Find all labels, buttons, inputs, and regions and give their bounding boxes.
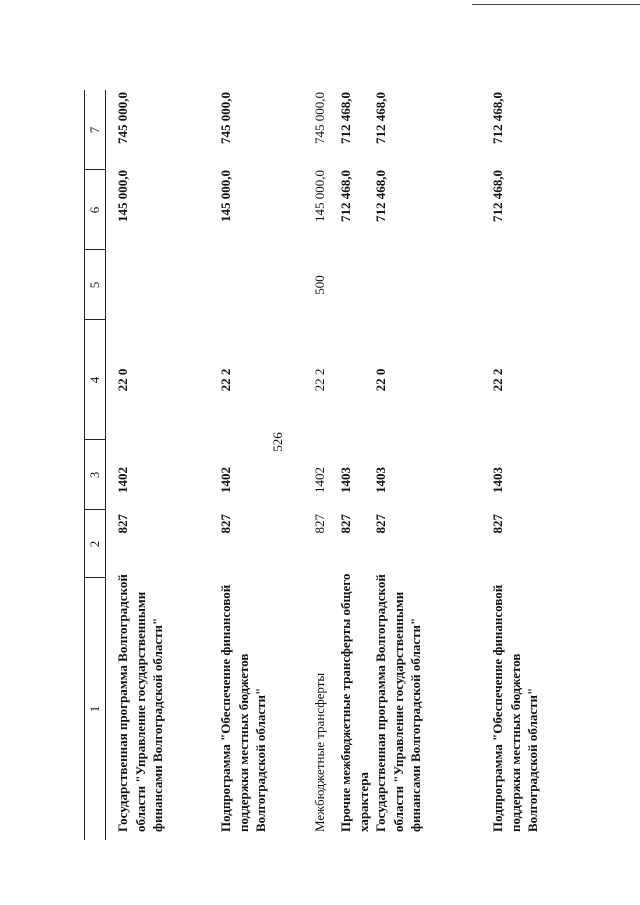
row-col-2: 827 bbox=[312, 514, 327, 534]
row-col-7: 712 468,0 bbox=[490, 92, 505, 144]
header-col-1: 1 bbox=[87, 705, 102, 713]
row-name: Государственная программа Волгоградской области "Управление государственными финансами Волгоградской области" bbox=[373, 574, 423, 832]
row-name: Подпрограмма "Обеспечение финансовой поддержки местных бюджетов Волгоградской области" bbox=[490, 584, 540, 832]
row-col-3: 1402 bbox=[218, 467, 233, 493]
row-col-2: 827 bbox=[373, 514, 388, 534]
top-rule bbox=[472, 4, 640, 5]
row-col-3: 1402 bbox=[312, 467, 327, 493]
row-name: Государственная программа Волгоградской области "Управление государственными финансами Волгоградской области" bbox=[115, 574, 165, 832]
row-col-6: 145 000,0 bbox=[312, 170, 327, 222]
row-col-2: 827 bbox=[115, 514, 130, 534]
row-col-5: 500 bbox=[312, 275, 327, 295]
row-col-6: 712 468,0 bbox=[338, 170, 353, 222]
row-name: Подпрограмма "Обеспечение финансовой поддержки местных бюджетов Волгоградской области" bbox=[218, 584, 268, 832]
row-col-7: 712 468,0 bbox=[373, 92, 388, 144]
table-header bbox=[84, 90, 106, 840]
header-col-4: 4 bbox=[87, 376, 102, 384]
row-col-7: 745 000,0 bbox=[115, 92, 130, 144]
row-name: Межбюджетные трансферты bbox=[312, 672, 327, 832]
row-name: Прочие межбюджетные трансферты общего характера bbox=[338, 573, 371, 832]
header-col-7: 7 bbox=[87, 126, 102, 134]
header-col-2: 2 bbox=[87, 540, 102, 548]
row-col-4: 22 2 bbox=[312, 368, 327, 392]
row-col-3: 1402 bbox=[115, 467, 130, 493]
row-col-6: 145 000,0 bbox=[218, 170, 233, 222]
header-col-6: 6 bbox=[87, 206, 102, 214]
page-number: 526 bbox=[270, 432, 285, 452]
row-col-2: 827 bbox=[490, 514, 505, 534]
row-col-3: 1403 bbox=[338, 467, 353, 493]
row-col-7: 745 000,0 bbox=[218, 92, 233, 144]
row-col-7: 712 468,0 bbox=[338, 92, 353, 144]
row-col-4: 22 0 bbox=[115, 368, 130, 392]
row-col-4: 22 2 bbox=[490, 368, 505, 392]
row-col-2: 827 bbox=[338, 514, 353, 534]
budget-table bbox=[84, 90, 629, 840]
row-col-6: 712 468,0 bbox=[373, 170, 388, 222]
row-col-7: 745 000,0 bbox=[312, 92, 327, 144]
row-col-6: 145 000,0 bbox=[115, 170, 130, 222]
row-col-2: 827 bbox=[218, 514, 233, 534]
row-col-4: 22 0 bbox=[373, 368, 388, 392]
header-col-3: 3 bbox=[87, 471, 102, 479]
row-col-3: 1403 bbox=[373, 467, 388, 493]
row-col-4: 22 2 bbox=[218, 368, 233, 392]
header-col-5: 5 bbox=[87, 281, 102, 289]
row-col-3: 1403 bbox=[490, 467, 505, 493]
row-col-6: 712 468,0 bbox=[490, 170, 505, 222]
